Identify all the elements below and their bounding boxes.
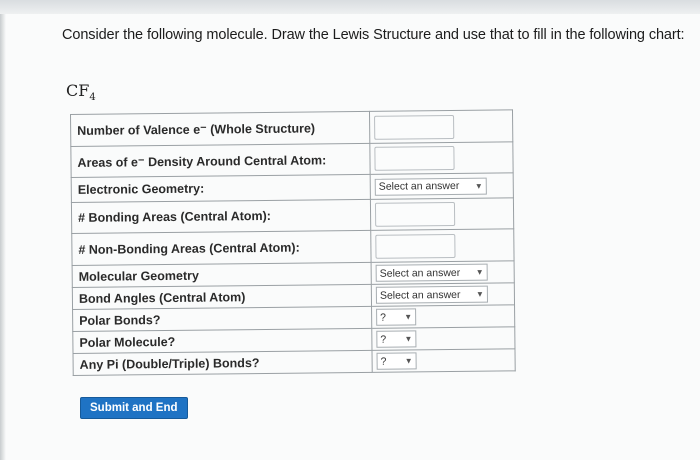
answer-chart [70,109,516,376]
select-value: ? [380,355,387,368]
electronic-geometry-select[interactable] [375,177,487,195]
select-value: ? [380,333,387,346]
chevron-down-icon: ▼ [474,181,483,191]
chart-row-electron-density [71,142,513,178]
chevron-down-icon: ▼ [404,334,413,344]
bond-angles-select[interactable] [376,286,488,304]
chart-row-bonding-areas [71,198,513,234]
molecule-subscript: 4 [89,92,96,104]
chevron-down-icon: ▼ [404,312,413,322]
row-label: # Bonding Areas (Central Atom): [71,199,370,233]
submit-and-end-button[interactable]: Submit and End [80,397,188,419]
row-label: # Non-Bonding Areas (Central Atom): [72,230,371,265]
molecular-geometry-select[interactable] [376,264,488,282]
pi-bonds-select[interactable] [377,352,417,369]
row-label: Electronic Geometry: [71,174,370,202]
polar-molecule-select[interactable] [376,330,416,347]
row-label: Any Pi (Double/Triple) Bonds? [73,350,372,375]
row-label: Areas of e⁻ Density Around Central Atom: [71,143,370,177]
molecule-formula [66,81,96,103]
chevron-down-icon: ▼ [475,289,484,299]
left-edge-shadow [0,14,6,460]
valence-electrons-input[interactable] [374,114,454,139]
select-value: Select an answer [378,179,460,193]
nonbonding-areas-input[interactable] [375,233,455,258]
chevron-down-icon: ▼ [475,267,484,277]
chart-row-pi-bonds [73,349,515,376]
row-label: Polar Molecule? [73,328,372,353]
molecule-base: CF [66,81,90,100]
row-label: Polar Bonds? [73,306,372,331]
select-value: Select an answer [379,266,461,280]
bonding-areas-input[interactable] [375,202,455,227]
question-prompt: Consider the following molecule. Draw the Lewis Structure and use that to fill in the following chart: [62,27,685,43]
row-label: Molecular Geometry [72,262,371,287]
row-label: Bond Angles (Central Atom) [72,284,371,309]
chart-row-valence-electrons [71,110,513,147]
chart-row-nonbonding-areas [72,229,514,266]
chevron-down-icon: ▼ [404,356,413,366]
select-value: Select an answer [379,288,461,302]
select-value: ? [380,311,387,324]
screen-bezel [0,0,700,14]
polar-bonds-select[interactable] [376,308,416,325]
electron-density-input[interactable] [374,146,454,171]
row-label: Number of Valence e⁻ (Whole Structure) [71,111,370,146]
